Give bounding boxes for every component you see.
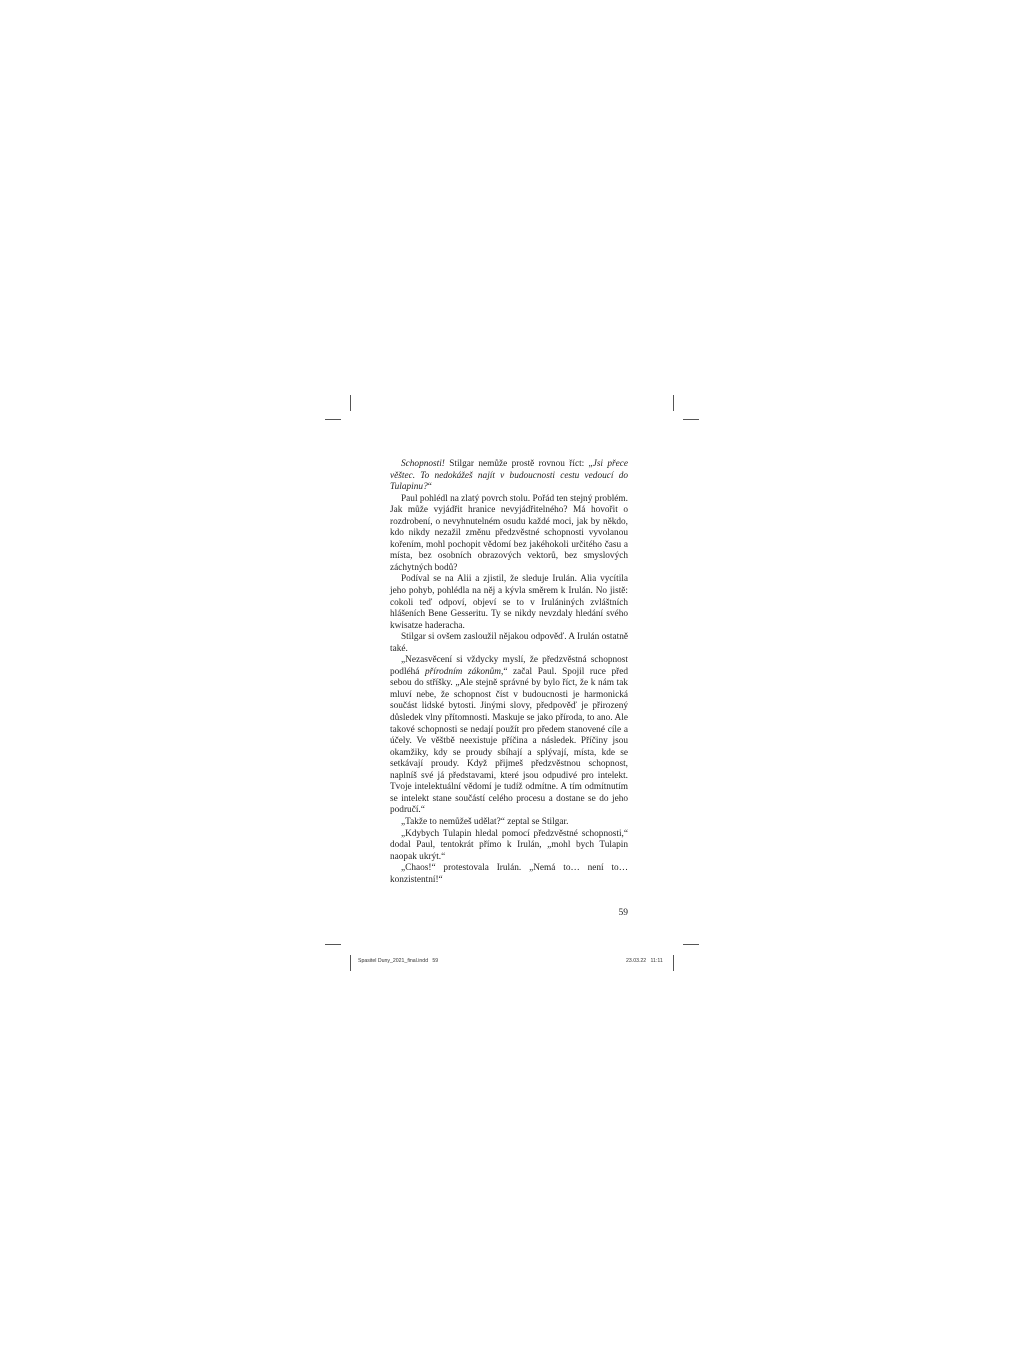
paragraph <box>390 574 628 632</box>
text-run: Stilgar si ovšem zasloužil nějakou odpověď. A Irulán ostatně také. <box>390 632 628 654</box>
paragraph <box>390 829 628 864</box>
text-run: „Kdybych Tulapin hledal pomocí předzvěstné schopnosti,“ dodal Paul, tentokrát přímo k Irulán, „mohl bych Tulapin naopak ukrýt.“ <box>390 828 628 862</box>
paragraph <box>390 817 628 829</box>
text-run: Podíval se na Alii a zjistil, že sleduje Irulán. Alia vycítila jeho pohyb, pohlédla na něj a kývla směrem k Irulán. No jistě: cokoli teď odpoví, objeví se to v Irulániných zvláštních hlášeních Bene Gesseritu. Ty se nikdy nevzdaly hledání svého kwisatze haderacha. <box>390 574 628 631</box>
crop-mark <box>673 395 674 411</box>
crop-mark <box>350 395 351 411</box>
text-run: ,“ začal Paul. Spojil ruce před sebou do stříšky. „Ale stejně správné by bylo říct, že k nám tak mluví nebe, že schopnost číst v budoucnosti je harmonická součást lidské bytosti. Jinými slovy, předpověď je přirozený důsledek vlny přítomnosti. Maskuje se jako příroda, to ano. Ale takové schopnosti se nedají použít pro předem stanovené cíle a účely. Ve věštbě neexistuje příčina a následek. Příčiny jsou okamžiky, kdy se proudy sbíhají a splývají, místa, kde se setkávají proudy. Když přijmeš předzvěstnou schopnost, naplníš své já představami, které jsou odpudivé pro intelekt. Tvoje intelektuální vědomí je tudíž odmítne. A tím odmítnutím se intelekt stane součástí celého procesu a dostane se do jeho područí.“ <box>390 666 628 816</box>
text-run: Paul pohlédl na zlatý povrch stolu. Pořád ten stejný problém. Jak může vyjádřit hranice nevyjádřitelného? Má hovořit o rozdrobení, o nevyhnutelném osudu každé moci, jak by někdo, kdo nikdy nezažil změnu předzvěstné schopnosti vyvolanou kořením, mohl pochopit vědomí bez jakéhokoli určitého času a místa, bez osobních obrazových vektorů, bez smyslových záchytných bodů? <box>390 493 628 573</box>
crop-mark <box>683 419 699 420</box>
slug-filename: Spasitel Duny_2021_final.indd 59 <box>358 958 439 964</box>
text-run: „Takže to nemůžeš udělat?“ zeptal se Stilgar. <box>401 816 569 827</box>
italic-text: Jsi přece věštec. To nedokážeš najít v budoucnosti cestu vedoucí do Tulapinu? <box>390 459 628 493</box>
text-run: „Chaos!“ protestovala Irulán. „Nemá to… není to… konzistentní!“ <box>390 863 628 885</box>
italic-text: přírodním zákonům <box>425 666 502 677</box>
paragraph <box>390 459 628 494</box>
body-text <box>390 459 628 886</box>
slug-timestamp: 23.03.22 11:11 <box>626 958 663 964</box>
paragraph <box>390 494 628 575</box>
crop-mark <box>325 419 341 420</box>
text-run: Stilgar nemůže prostě rovnou říct: „ <box>444 459 593 469</box>
crop-mark <box>325 944 341 945</box>
crop-mark <box>350 955 351 971</box>
italic-text: Schopnosti! <box>401 459 445 469</box>
crop-mark <box>683 944 699 945</box>
paragraph <box>390 655 628 817</box>
page-number: 59 <box>618 908 628 918</box>
crop-mark <box>673 955 674 971</box>
text-run: “ <box>427 482 432 493</box>
paragraph <box>390 863 628 886</box>
paragraph <box>390 632 628 655</box>
text-run: „Nezasvěcení si vždycky myslí, že předzvěstná schopnost podléhá <box>390 655 628 677</box>
